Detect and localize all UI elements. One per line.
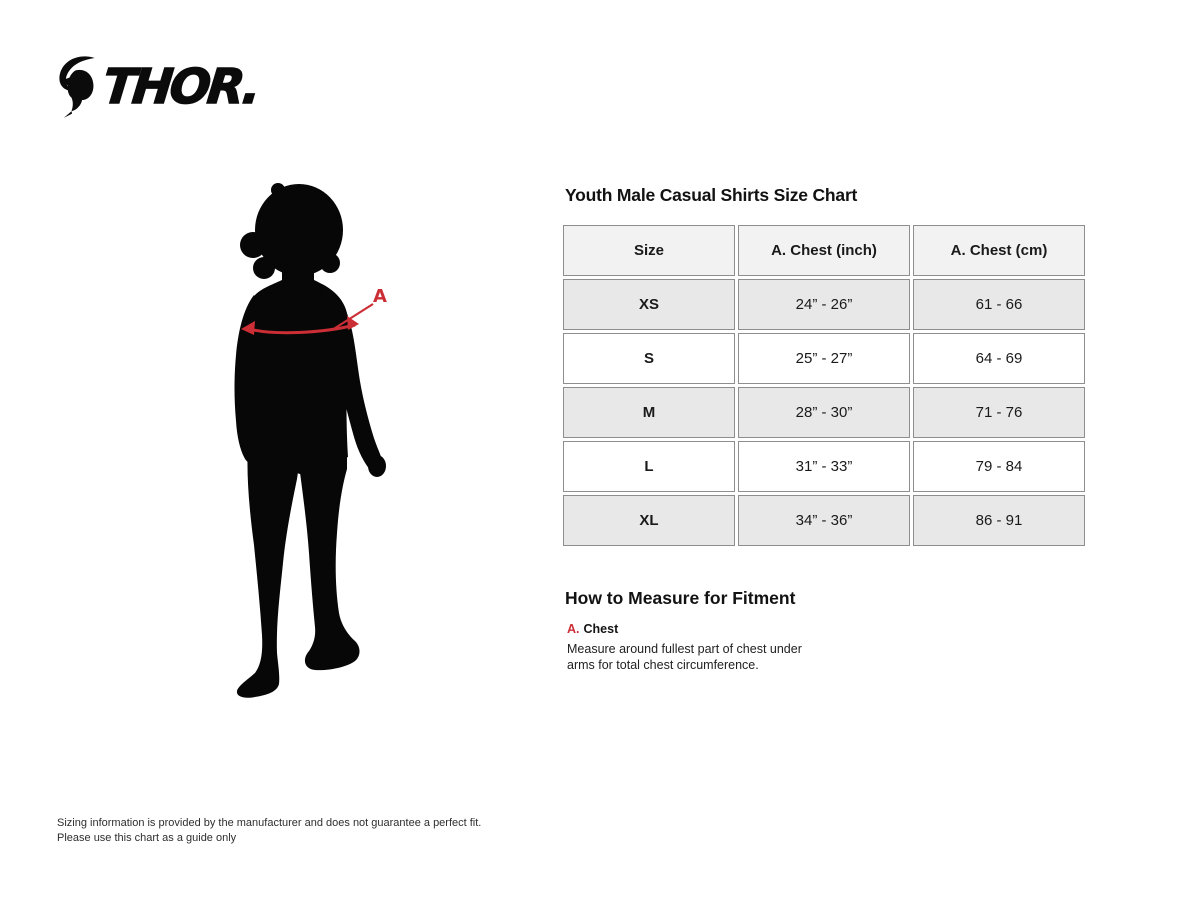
- table-row: [563, 333, 1085, 384]
- measure-heading: How to Measure for Fitment: [565, 588, 796, 608]
- table-row: [563, 495, 1085, 546]
- silhouette-hair-left: [240, 232, 266, 258]
- size-table-header: [563, 225, 1085, 276]
- size-table: [560, 222, 1088, 549]
- size-table-body: [563, 279, 1085, 546]
- silhouette-hair-right: [320, 253, 340, 273]
- cell-chest-cm: 61 - 66: [913, 279, 1085, 330]
- disclaimer-line-2: Please use this chart as a guide only: [57, 831, 237, 844]
- ram-face: [68, 70, 94, 111]
- measure-description: Measure around fullest part of chest under arms for total chest circumference.: [567, 642, 802, 673]
- measure-label: [567, 622, 819, 636]
- header-chest-cm: A. Chest (cm): [913, 225, 1085, 276]
- cell-size: L: [563, 441, 735, 492]
- chest-marker-label: A: [373, 286, 387, 307]
- cell-size: S: [563, 333, 735, 384]
- cell-chest-cm: 79 - 84: [913, 441, 1085, 492]
- measure-arrowhead-right: [347, 316, 359, 330]
- child-silhouette: [228, 183, 403, 708]
- cell-chest-inch: 24” - 26”: [738, 279, 910, 330]
- ram-beard: [64, 111, 72, 118]
- cell-chest-inch: 34” - 36”: [738, 495, 910, 546]
- cell-size: XL: [563, 495, 735, 546]
- size-chart-title: Youth Male Casual Shirts Size Chart: [565, 185, 858, 205]
- cell-chest-inch: 31” - 33”: [738, 441, 910, 492]
- measure-name: Chest: [583, 622, 619, 636]
- cell-chest-cm: 64 - 69: [913, 333, 1085, 384]
- silhouette-right-hand: [368, 455, 386, 477]
- thor-logo: [56, 54, 261, 120]
- silhouette-left-leg: [237, 445, 299, 698]
- silhouette-hair-tuft: [271, 183, 285, 197]
- table-row: [563, 441, 1085, 492]
- cell-chest-inch: 28” - 30”: [738, 387, 910, 438]
- disclaimer: [57, 816, 481, 846]
- ram-head-icon: [56, 55, 100, 119]
- silhouette-left-arm: [235, 295, 264, 464]
- disclaimer-line-1: Sizing information is provided by the manufacturer and does not guarantee a perfect fit.: [57, 817, 482, 829]
- measure-letter: A.: [567, 622, 580, 636]
- cell-chest-cm: 86 - 91: [913, 495, 1085, 546]
- silhouette-hair-lower: [253, 257, 275, 279]
- silhouette-body: [235, 183, 387, 698]
- header-size: Size: [563, 225, 735, 276]
- cell-chest-inch: 25” - 27”: [738, 333, 910, 384]
- logo-wordmark: THOR.: [100, 59, 261, 115]
- measure-item-chest: [567, 622, 819, 674]
- cell-size: M: [563, 387, 735, 438]
- cell-chest-cm: 71 - 76: [913, 387, 1085, 438]
- cell-size: XS: [563, 279, 735, 330]
- table-row: [563, 387, 1085, 438]
- measurement-diagram: [228, 183, 408, 708]
- silhouette-right-leg: [299, 451, 360, 670]
- table-row: [563, 279, 1085, 330]
- header-chest-inch: A. Chest (inch): [738, 225, 910, 276]
- header-row: [563, 225, 1085, 276]
